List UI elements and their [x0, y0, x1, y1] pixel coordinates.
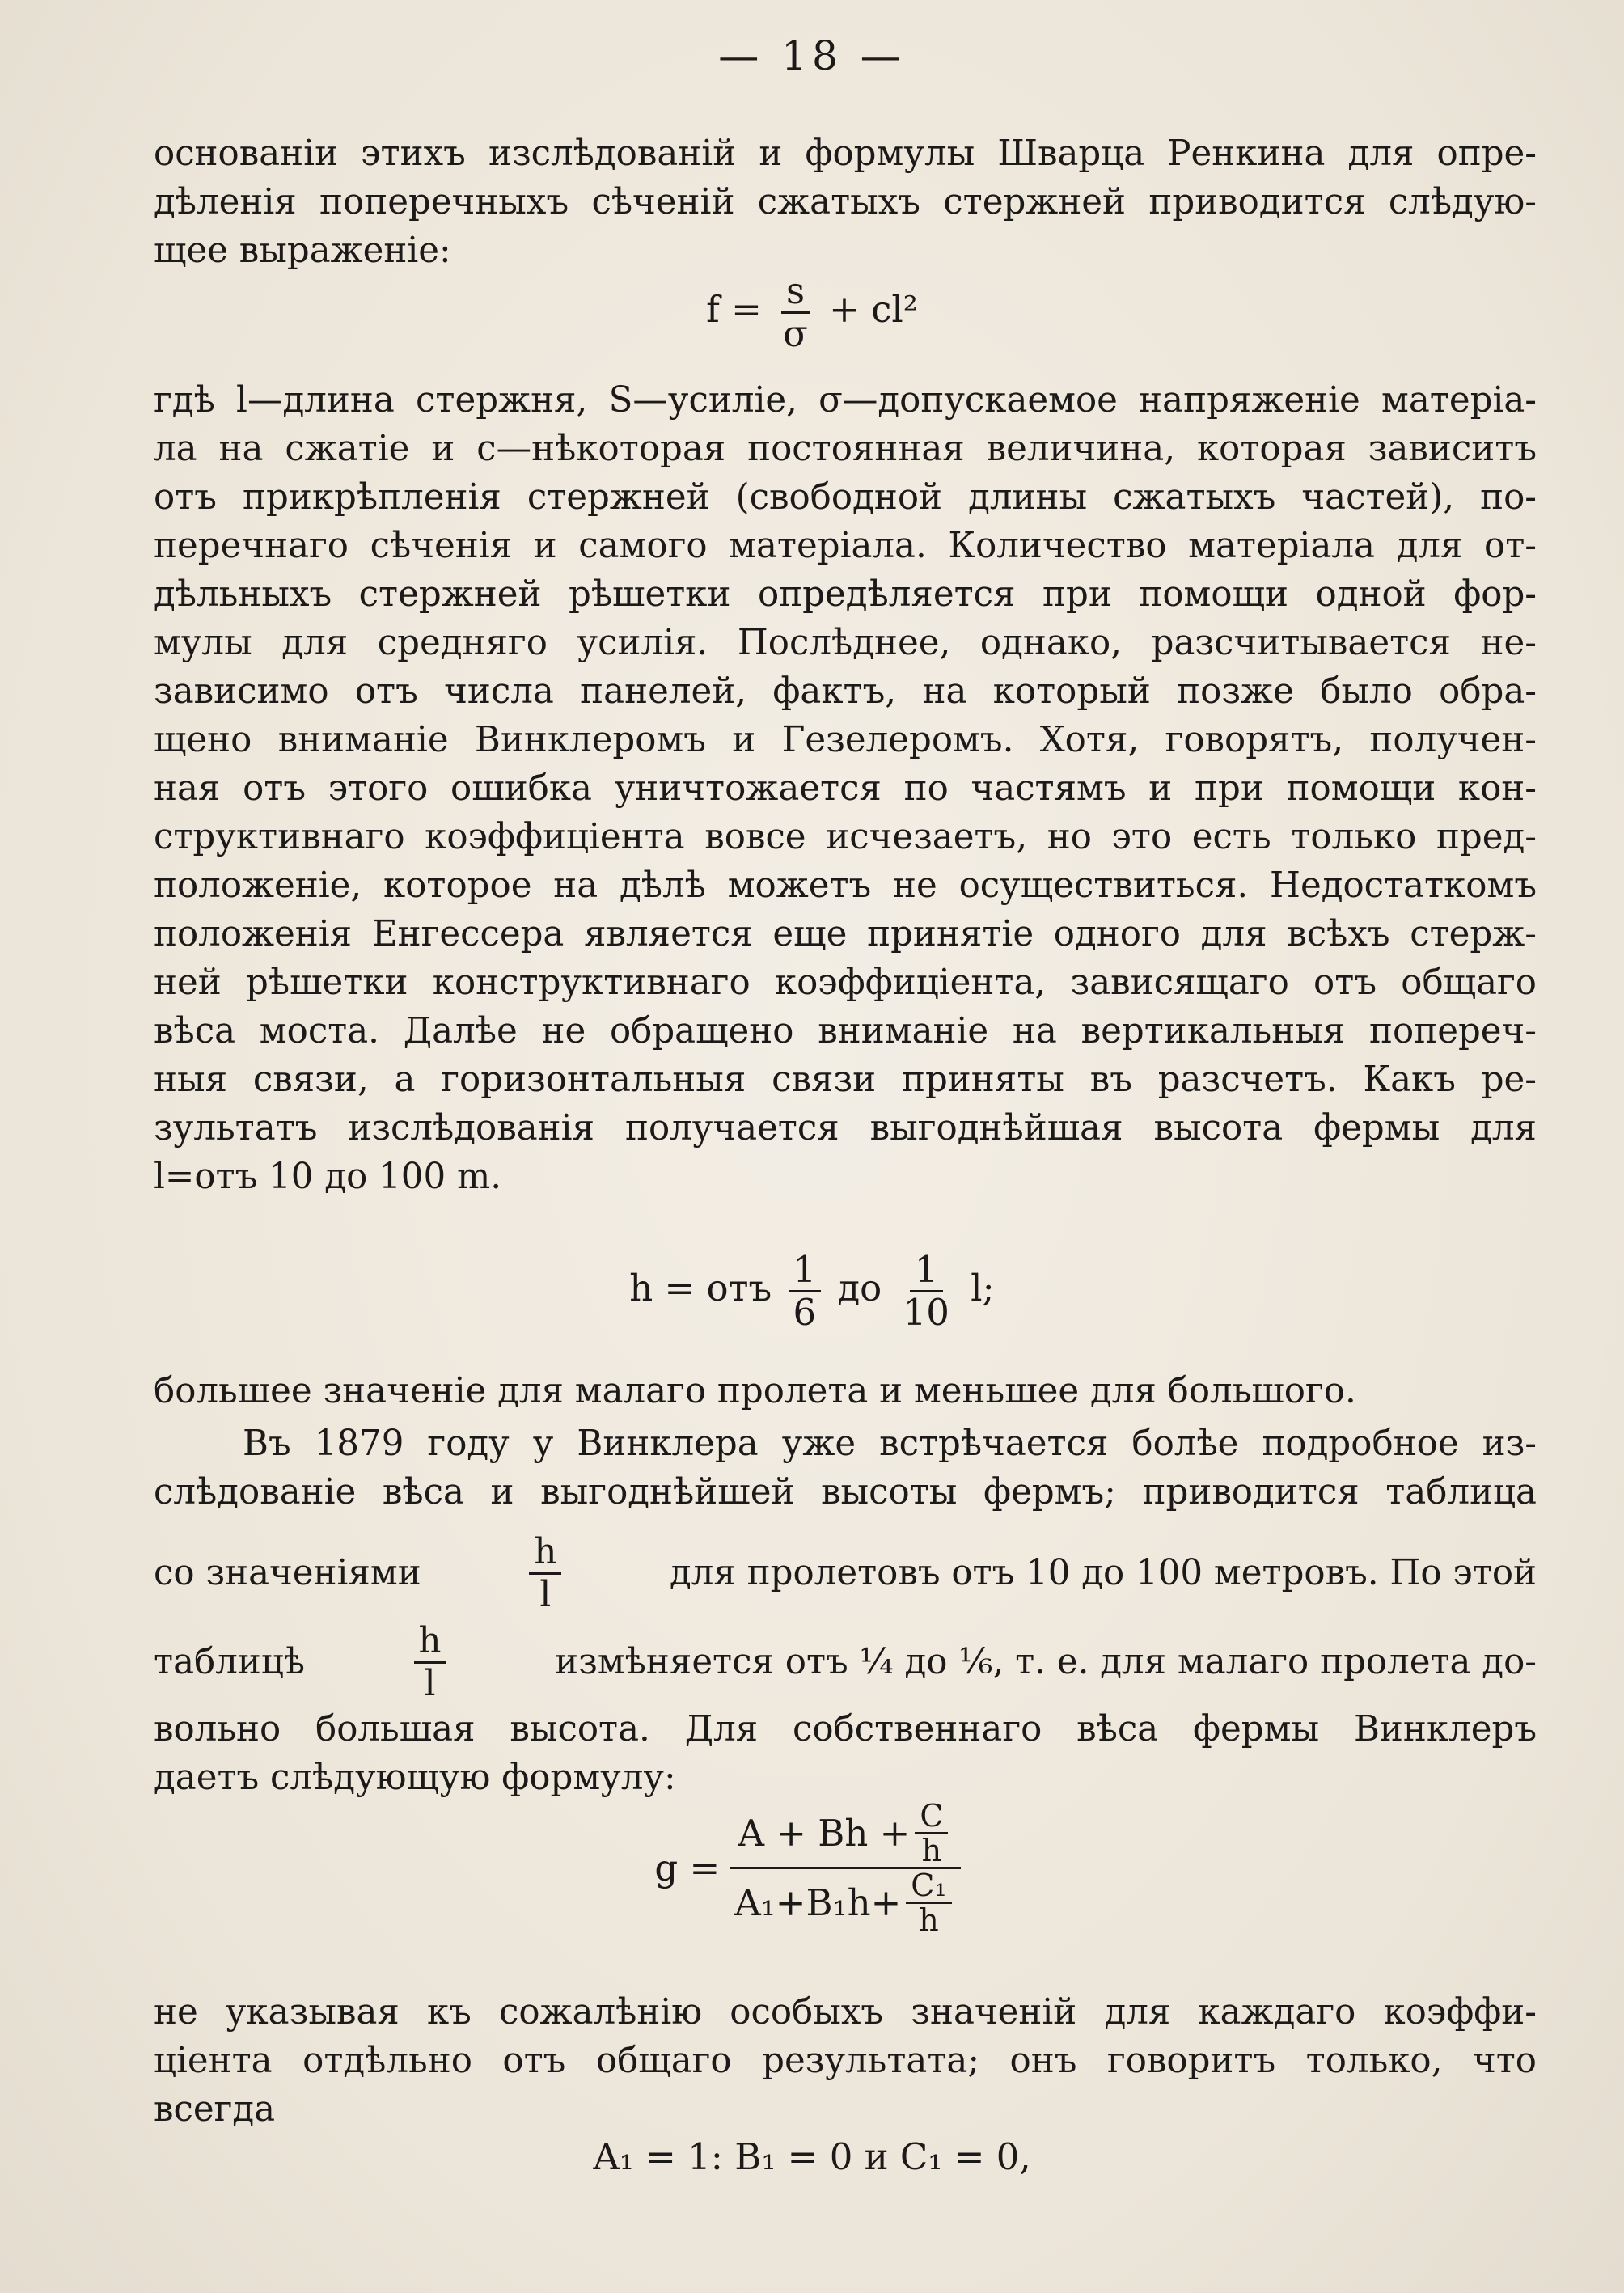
formula-fraction: [778, 271, 813, 354]
fraction-numerator: h: [414, 1621, 446, 1664]
text-line: большее значеніе для малаго пролета и меньшее для большого.: [154, 1371, 1356, 1411]
text-line: всегда: [154, 2089, 276, 2130]
text-line: ная отъ этого ошибка уничтожается по частямъ и при помощи кон-: [154, 768, 1537, 809]
formula-fraction: [789, 1250, 822, 1333]
denominator-terms: A₁+B₁h+: [734, 1881, 902, 1924]
inline-text: таблицѣ: [154, 1642, 306, 1682]
text-line: l=отъ 10 до 100 m.: [154, 1157, 502, 1197]
text-line: перечнаго сѣченія и самого матеріала. Количество матеріала для от-: [154, 526, 1537, 566]
page-number: — 18 —: [718, 32, 906, 79]
numerator-terms: A + Bh +: [738, 1811, 911, 1855]
paragraph-coefficients: [154, 1988, 1537, 2134]
paragraph-winkler-continued: [154, 1705, 1537, 1802]
text-line: ціента отдѣльно отъ общаго результата; онъ говоритъ только, что: [154, 2041, 1537, 2081]
text-line: положенія Енгессера является еще принятіе одного для всѣхъ стерж-: [154, 914, 1537, 954]
fraction-numerator: 1: [910, 1250, 943, 1292]
paragraph-intro: [154, 129, 1537, 275]
text-line: Въ 1879 году у Винклера уже встрѣчается болѣе подробное из-: [243, 1424, 1537, 1464]
text-line: дѣленія поперечныхъ сѣченій сжатыхъ стержней приводится слѣдую-: [154, 182, 1537, 222]
formula-lhs: f =: [706, 288, 762, 331]
inline-text: для пролетовъ отъ 10 до 100 метровъ. По этой: [670, 1553, 1537, 1593]
text-line-with-fraction: [154, 1622, 1537, 1703]
fraction-denominator: σ: [783, 312, 808, 355]
paragraph-winkler: [154, 1419, 1537, 1517]
formula-coefficient-values: A₁ = 1: B₁ = 0 и C₁ = 0,: [593, 2135, 1031, 2178]
fraction-numerator: h: [529, 1532, 561, 1575]
paragraph-comparison: [154, 1367, 1537, 1415]
fraction-numerator: [730, 1800, 961, 1869]
fraction-numerator: s: [781, 271, 810, 314]
paragraph-definitions: [154, 376, 1537, 1201]
text-line: даетъ слѣдующую формулу:: [154, 1758, 676, 1798]
inline-text: со значеніями: [154, 1553, 421, 1593]
formula-lhs: g =: [654, 1847, 721, 1889]
inline-text: измѣняется отъ ¼ до ⅙, т. е. для малаго пролета до-: [555, 1642, 1537, 1682]
formula-rankine: [0, 271, 1624, 354]
text-line: зультатъ изслѣдованія получается выгоднѣйшая высота фермы для: [154, 1108, 1537, 1149]
text-line: основаніи этихъ изслѣдованій и формулы Шварца Ренкина для опре-: [154, 133, 1537, 174]
text-line: мулы для средняго усилія. Послѣднее, однако, разсчитывается не-: [154, 623, 1537, 663]
fraction-numerator: C: [915, 1800, 948, 1834]
fraction-denominator: l: [539, 1574, 552, 1615]
fraction-numerator: 1: [789, 1250, 822, 1292]
formula-self-weight: [0, 1800, 1624, 1936]
fraction-denominator: [726, 1869, 964, 1936]
formula-connector: до: [837, 1267, 882, 1309]
formula-main-fraction: [726, 1800, 964, 1936]
text-line: не указывая къ сожалѣнію особыхъ значеній для каждаго коэффи-: [154, 1992, 1537, 2033]
text-line: структивнаго коэффиціента вовсе исчезаетъ, но это есть только пред-: [154, 817, 1537, 857]
text-line: дѣльныхъ стержней рѣшетки опредѣляется при помощи одной фор-: [154, 574, 1537, 615]
text-line: щее выраженіе:: [154, 231, 451, 271]
text-line: вольно большая высота. Для собственнаго вѣса фермы Винклеръ: [154, 1709, 1537, 1749]
fraction-denominator: 6: [793, 1291, 817, 1334]
text-line: ныя связи, а горизонтальныя связи приняты въ разсчетъ. Какъ ре-: [154, 1060, 1537, 1100]
fraction-denominator: 10: [903, 1291, 949, 1334]
formula-lhs: h = отъ: [629, 1267, 772, 1309]
nested-fraction: [906, 1869, 951, 1936]
fraction-denominator: h: [919, 1902, 939, 1938]
text-line: отъ прикрѣпленія стержней (свободной длины сжатыхъ частей), по-: [154, 477, 1537, 518]
fraction-denominator: l: [424, 1663, 436, 1704]
formula-height-range: [0, 1250, 1624, 1333]
inline-fraction-h-over-l: [414, 1621, 446, 1704]
formula-fraction: [899, 1250, 954, 1333]
text-line-with-fraction: [154, 1533, 1537, 1614]
text-line: вѣса моста. Далѣе не обращено вниманіе на вертикальныя попереч-: [154, 1011, 1537, 1051]
fraction-denominator: h: [921, 1833, 942, 1868]
text-line: ней рѣшетки конструктивнаго коэффиціента, зависящаго отъ общаго: [154, 962, 1537, 1003]
inline-fraction-h-over-l: [529, 1532, 561, 1615]
text-line: гдѣ l—длина стержня, S—усиліе, σ—допускаемое напряженіе матеріа-: [154, 380, 1537, 421]
formula-rhs: + cl²: [829, 288, 918, 331]
fraction-numerator: C₁: [906, 1869, 951, 1904]
text-line: слѣдованіе вѣса и выгоднѣйшей высоты фермъ; приводится таблица: [154, 1472, 1537, 1512]
formula-rhs: l;: [971, 1267, 995, 1309]
text-line: ла на сжатіе и с—нѣкоторая постоянная величина, которая зависитъ: [154, 429, 1537, 469]
text-line: положеніе, которое на дѣлѣ можетъ не осуществиться. Недостаткомъ: [154, 865, 1537, 906]
text-line: зависимо отъ числа панелей, фактъ, на который позже было обра-: [154, 671, 1537, 712]
nested-fraction: [915, 1800, 948, 1867]
text-line: щено вниманіе Винклеромъ и Гезелеромъ. Хотя, говорятъ, получен-: [154, 720, 1537, 760]
